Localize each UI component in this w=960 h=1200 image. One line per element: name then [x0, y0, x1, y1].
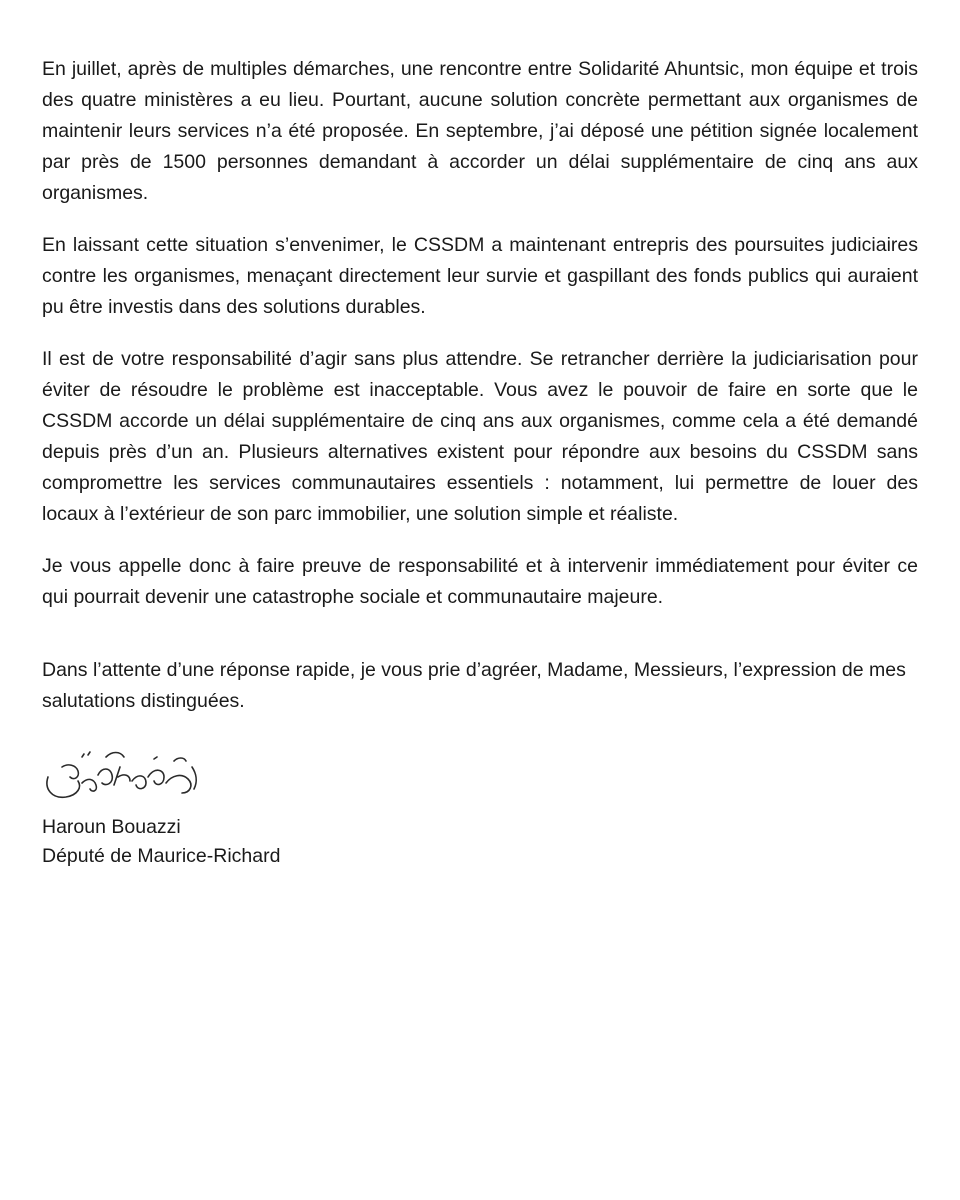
letter-paragraph-4: Je vous appelle donc à faire preuve de responsabilité et à intervenir immédiatement pour éviter ce qui pourrait devenir une catastrophe sociale et communautaire majeure.: [42, 555, 918, 608]
signer-title: Député de Maurice-Richard: [42, 844, 281, 867]
letter-paragraph-2: En laissant cette situation s’envenimer, le CSSDM a maintenant entrepris des poursuites judiciaires contre les organismes, menaçant directement leur survie et gaspillant des fonds publics qui auraient pu être investis dans des solutions durables.: [42, 234, 918, 318]
signer-block: [42, 813, 918, 871]
signer-name: Haroun Bouazzi: [42, 815, 181, 838]
letter-page: [42, 54, 918, 871]
letter-paragraph-3: Il est de votre responsabilité d’agir sans plus attendre. Se retrancher derrière la judiciarisation pour éviter de résoudre le problème est inacceptable. Vous avez le pouvoir de faire en sorte que le CSSDM accorde un délai supplémentaire de cinq ans aux organismes, comme cela a été demandé depuis près d’un an. Plusieurs alternatives existent pour répondre aux besoins du CSSDM sans compromettre les services communautaires essentiels : notamment, lui permettre de louer des locaux à l’extérieur de son parc immobilier, une solution simple et réaliste.: [42, 348, 918, 525]
letter-paragraph-1: En juillet, après de multiples démarches, une rencontre entre Solidarité Ahuntsic, mon équipe et trois des quatre ministères a eu lieu. Pourtant, aucune solution concrète permettant aux organismes de maintenir leurs services n’a été proposée. En septembre, j’ai déposé une pétition signée localement par près de 1500 personnes demandant à accorder un délai supplémentaire de cinq ans aux organismes.: [42, 58, 918, 204]
letter-closing: Dans l’attente d’une réponse rapide, je vous prie d’agréer, Madame, Messieurs, l’expression de mes salutations distinguées.: [42, 659, 906, 712]
handwritten-signature: [42, 737, 212, 807]
